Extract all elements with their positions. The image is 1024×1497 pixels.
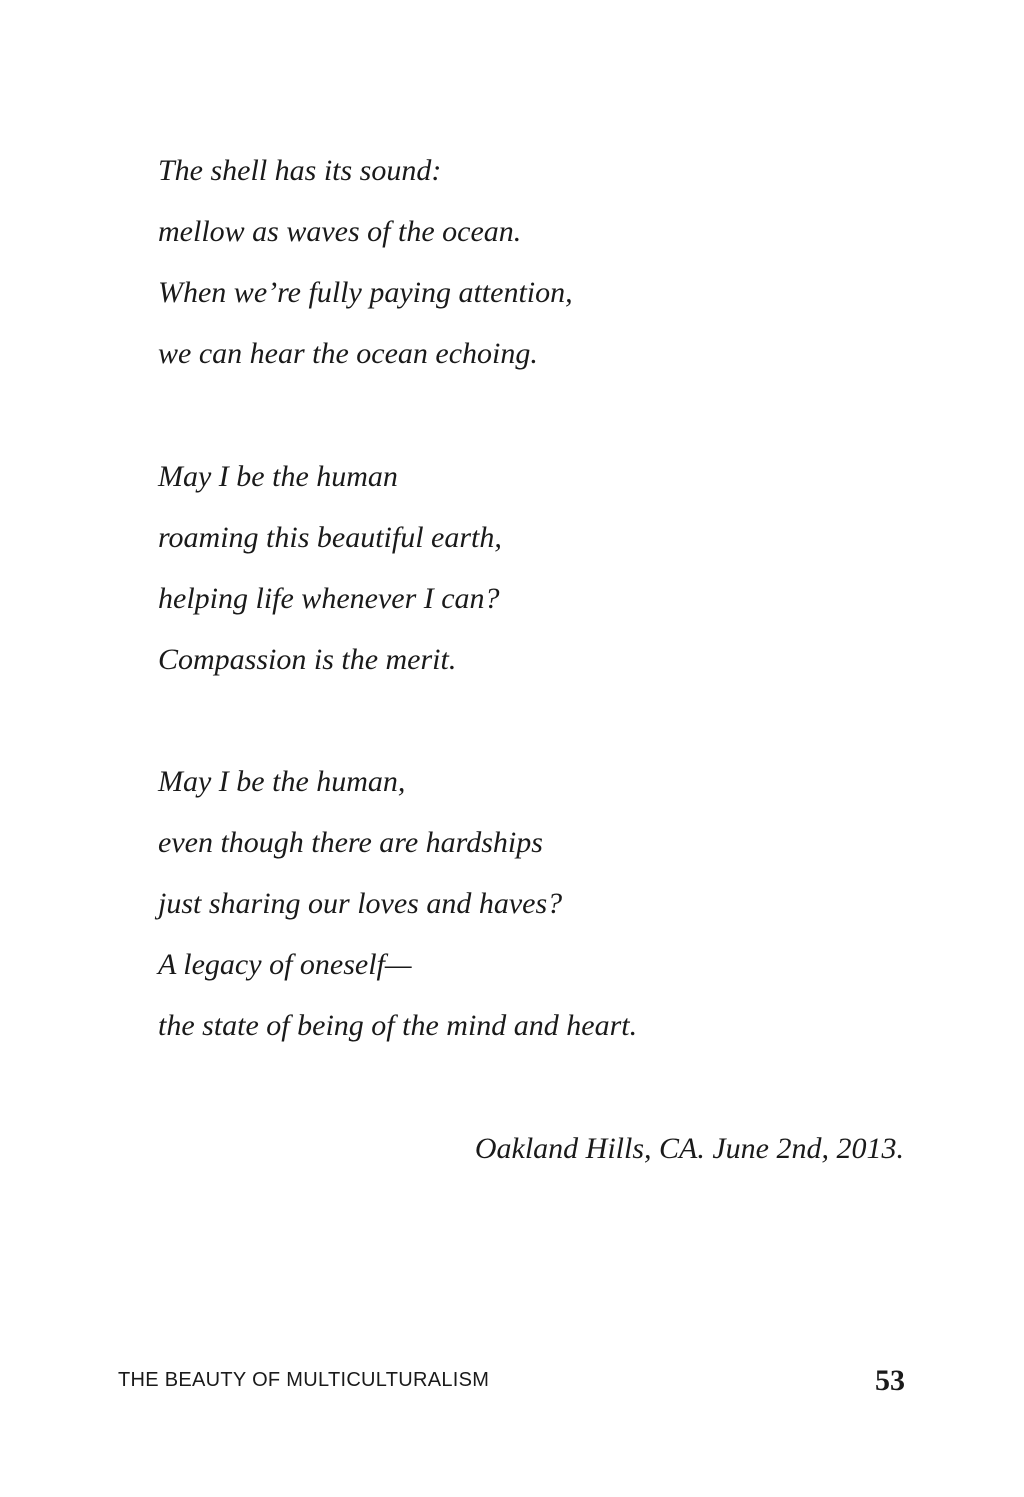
poem-signature: Oakland Hills, CA. June 2nd, 2013. — [474, 1132, 904, 1165]
poem-line: The shell has its sound: — [158, 154, 442, 187]
poem-line: May I be the human — [158, 460, 398, 493]
running-footer-title: THE BEAUTY OF MULTICULTURALISM — [118, 1369, 490, 1391]
poem-line: the state of being of the mind and heart. — [158, 1009, 638, 1042]
poem-line: mellow as waves of the ocean. — [158, 215, 522, 248]
poem-line: When we’re fully paying attention, — [158, 276, 573, 309]
poem-line: just sharing our loves and haves? — [158, 887, 563, 920]
poem-line: we can hear the ocean echoing. — [158, 337, 538, 370]
poem-line: helping life whenever I can? — [158, 582, 500, 615]
page-number: 53 — [875, 1364, 905, 1397]
poem-line: even though there are hardships — [158, 826, 543, 859]
poem-line: A legacy of oneself— — [158, 948, 412, 981]
poem-line: Compassion is the merit. — [158, 643, 457, 676]
poem-line: roaming this beautiful earth, — [158, 521, 502, 554]
poem-line: May I be the human, — [158, 765, 406, 798]
